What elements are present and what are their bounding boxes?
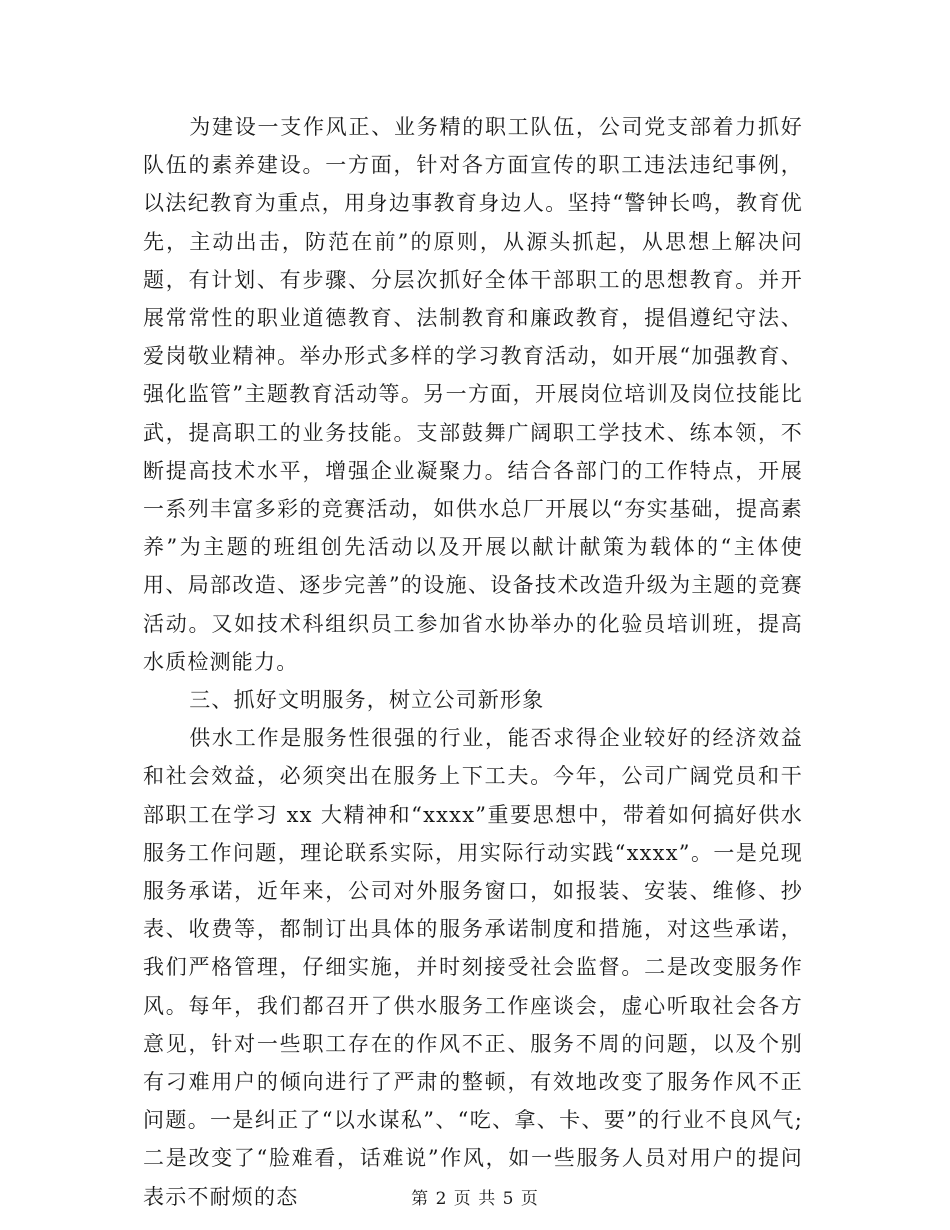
document-body [143,108,803,1216]
body-paragraph: 为建设一支作风正、业务精的职工队伍，公司党支部着力抓好队伍的素养建设。一方面，针对各方面宣传的职工违法违纪事例，以法纪教育为重点，用身边事教育身边人。坚持“警钟长鸣，教育优先，主动出击，防范在前”的原则，从源头抓起，从思想上解决问题，有计划、有步骤、分层次抓好全体干部职工的思想教育。并开展常常性的职业道德教育、法制教育和廉政教育，提倡遵纪守法、爱岗敬业精神。举办形式多样的学习教育活动，如开展“加强教育、强化监管”主题教育活动等。另一方面，开展岗位培训及岗位技能比武，提高职工的业务技能。支部鼓舞广阔职工学技术、练本领，不断提高技术水平，增强企业凝聚力。结合各部门的工作特点，开展一系列丰富多彩的竞赛活动，如供水总厂开展以“夯实基础，提高素养”为主题的班组创先活动以及开展以献计献策为载体的“主体使用、局部改造、逐步完善”的设施、设备技术改造升级为主题的竞赛活动。又如技术科组织员工参加省水协举办的化验员培训班，提高水质检测能力。 [143,115,803,674]
body-paragraph: 供水工作是服务性很强的行业，能否求得企业较好的经济效益和社会效益，必须突出在服务上下工夫。今年，公司广阔党员和干部职工在学习 xx 大精神和“xxxx”重要思想中，带着如何搞好供水服务工作问题，理论联系实际，用实际行动实践“xxxx”。一是兑现服务承诺，近年来，公司对外服务窗口，如报装、安装、维修、抄表、收费等，都制订出具体的服务承诺制度和措施，对这些承诺，我们严格管理，仔细实施，并时刻接受社会监督。二是改变服务作风。每年，我们都召开了供水服务工作座谈会，虚心听取社会各方意见，针对一些职工存在的作风不正、服务不周的问题，以及个别有刁难用户的倾向进行了严肃的整顿，有效地改变了服务作风不正问题。一是纠正了“以水谋私”、“吃、拿、卡、要”的行业不良风气;二是改变了“脸难看，话难说”作风，如一些服务人员对用户的提问表示不耐烦的态 [143,726,803,1209]
section-heading: 三、抓好文明服务，树立公司新形象 [189,688,545,713]
page-footer: 第 2 页 共 5 页 [411,1189,539,1209]
